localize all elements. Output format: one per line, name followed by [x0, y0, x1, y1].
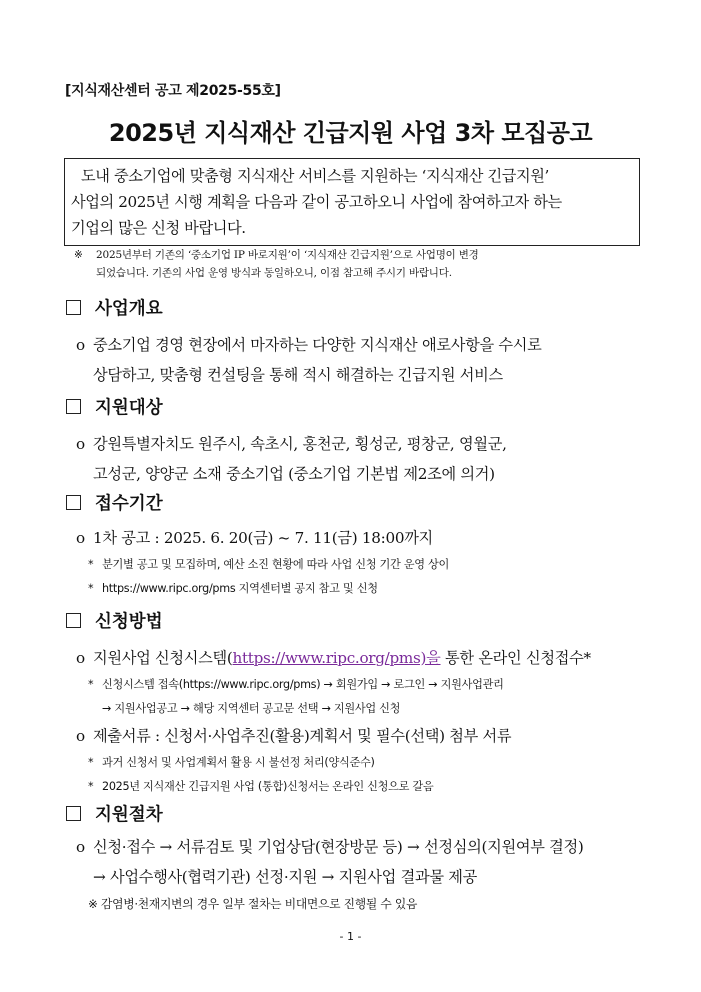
reference-note: [74, 246, 644, 282]
section-heading: 지원절차: [66, 802, 646, 828]
section-heading: 신청방법: [66, 609, 646, 635]
bullet-line-cont: 고성군, 양양군 소재 중소기업 (중소기업 기본법 제2조에 의거): [93, 465, 495, 483]
section-heading: 접수기간: [66, 491, 646, 517]
bullet-line: o 1차 공고 : 2025. 6. 20(금) ~ 7. 11(금) 18:00까지: [76, 529, 433, 547]
reference-text: 되었습니다. 기존의 사업 운영 방식과 동일하오니, 이점 참고해 주시기 바랍니다.: [96, 267, 452, 279]
checkbox-icon: [66, 300, 81, 315]
note-line: * 신청시스템 접속(https://www.ripc.org/pms) → 회원가입 → 로그인 → 지원사업관리: [88, 678, 504, 691]
bullet-line: o 신청·접수 → 서류검토 및 기업상담(현장방문 등) → 선정심의(지원여부 결정): [76, 838, 584, 856]
page-title: 2025년 지식재산 긴급지원 사업 3차 모집공고: [108, 119, 593, 147]
page-number: - 1 -: [339, 930, 362, 943]
reference-text: 2025년부터 기존의 ‘중소기업 IP 바로지원’이 ‘지식재산 긴급지원’으로 사업명이 변경: [96, 249, 479, 261]
intro-line: 기업의 많은 신청 바랍니다.: [71, 219, 246, 237]
reference-mark: ※: [74, 249, 83, 261]
note-line: * 과거 신청서 및 사업계획서 활용 시 불선정 처리(양식준수): [88, 756, 375, 769]
section-heading: 사업개요: [66, 296, 646, 322]
bullet-line: o 중소기업 경영 현장에서 마자하는 다양한 지식재산 애로사항을 수시로: [76, 336, 542, 354]
checkbox-icon: [66, 399, 81, 414]
checkbox-icon: [66, 495, 81, 510]
bullet-line-cont: 상담하고, 맞춤형 컨설팅을 통해 적시 해결하는 긴급지원 서비스: [93, 366, 503, 384]
checkbox-icon: [66, 613, 81, 628]
section-target: [66, 395, 646, 489]
notice-number: [지식재산센터 공고 제2025-55호]: [65, 83, 281, 99]
bullet-line: o 제출서류 : 신청서·사업추진(활용)계획서 및 필수(선택) 첨부 서류: [76, 727, 512, 745]
note-line: * 분기별 공고 및 모집하며, 예산 소진 현황에 따라 사업 신청 기간 운영 상이: [88, 558, 450, 571]
bullet-line-cont: → 사업수행사(협력기관) 선정·지원 → 지원사업 결과물 제공: [93, 868, 477, 886]
intro-line: 도내 중소기업에 맞춤형 지식재산 서비스를 지원하는 ‘지식재산 긴급지원’: [81, 167, 549, 185]
intro-line: 사업의 2025년 시행 계획을 다음과 같이 공고하오니 사업에 참여하고자 하는: [71, 193, 562, 211]
section-period: [66, 491, 646, 601]
pms-link[interactable]: https://www.ripc.org/pms)을: [232, 649, 441, 667]
intro-box: [64, 158, 640, 246]
note-line-cont: → 지원사업공고 → 해당 지역센터 공고문 선택 → 지원사업 신청: [102, 702, 401, 715]
note-line: * 2025년 지식재산 긴급지원 사업 (통합)신청서는 온라인 신청으로 갈음: [88, 780, 434, 793]
remark-line: ※ 감염병·천재지변의 경우 일부 절차는 비대면으로 진행될 수 있음: [88, 897, 418, 911]
bullet-line: o 지원사업 신청시스템(https://www.ripc.org/pms)을 통한 온라인 신청접수*: [76, 649, 591, 667]
note-line: * https://www.ripc.org/pms 지역센터별 공지 참고 및 신청: [88, 582, 378, 595]
bullet-line: o 강원특별자치도 원주시, 속초시, 홍천군, 횡성군, 평창군, 영월군,: [76, 435, 507, 453]
section-apply-method: [66, 609, 646, 799]
section-procedure: [66, 802, 646, 916]
section-overview: [66, 296, 646, 390]
checkbox-icon: [66, 806, 81, 821]
section-heading: 지원대상: [66, 395, 646, 421]
